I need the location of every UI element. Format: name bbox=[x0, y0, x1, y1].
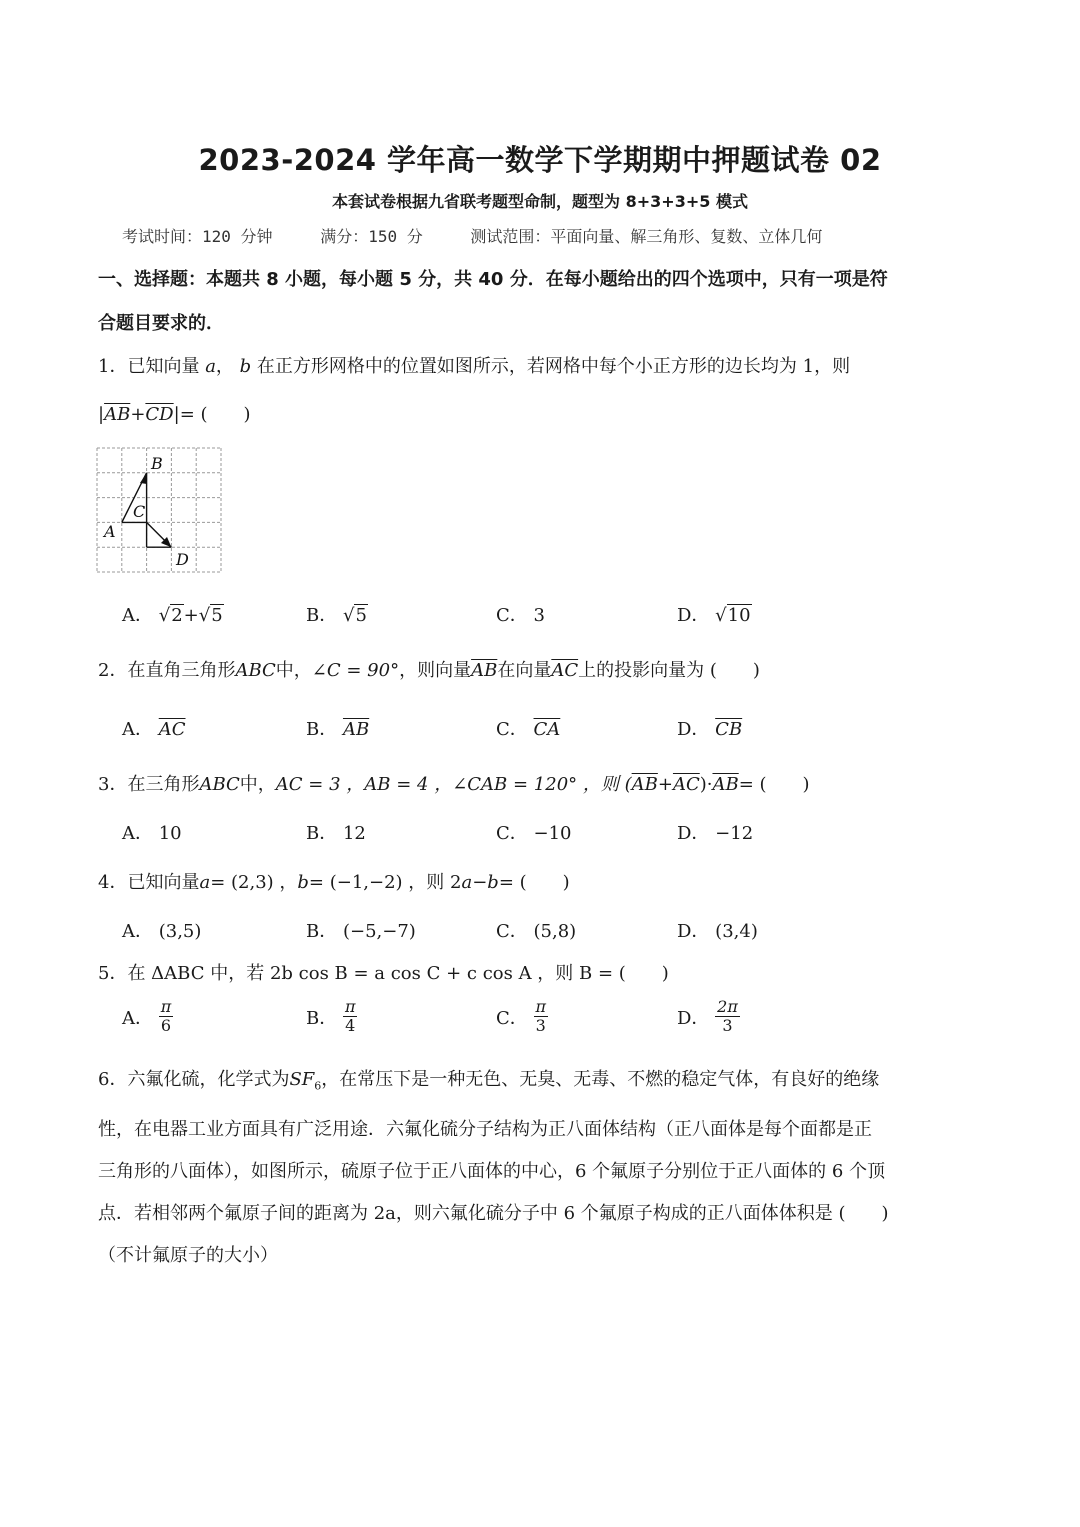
question-text: ，则向量 bbox=[399, 660, 472, 681]
option-label: D． bbox=[677, 1007, 710, 1029]
math-symbol: )· bbox=[699, 774, 713, 795]
vector-a: a bbox=[199, 872, 211, 893]
option-value: (3,5) bbox=[158, 921, 202, 942]
option-label: B． bbox=[306, 1007, 338, 1029]
option-B[interactable] bbox=[306, 917, 416, 943]
option-vector: $\overline{CB}$ bbox=[715, 719, 743, 740]
option-vector: $\overline{AB}$ bbox=[342, 719, 370, 740]
label-A: A bbox=[104, 522, 116, 541]
exam-meta bbox=[122, 224, 860, 247]
option-label: C． bbox=[496, 605, 528, 626]
numerator: π bbox=[160, 997, 172, 1016]
question-text: 中， bbox=[239, 774, 276, 795]
vector-AB: $\overline{AB}$ bbox=[631, 774, 658, 795]
option-label: A． bbox=[122, 823, 153, 844]
radicand: 10 bbox=[727, 605, 751, 626]
option-label: A． bbox=[122, 1007, 153, 1029]
question-number: 2． bbox=[98, 660, 128, 681]
question-4-options bbox=[122, 917, 922, 947]
denominator: 4 bbox=[345, 1016, 356, 1036]
question-2-options bbox=[122, 715, 922, 745]
exam-score: 满分：150 分 bbox=[320, 227, 423, 246]
exam-subtitle: 本套试卷根据九省联考题型命制，题型为 8+3+3+5 模式 bbox=[332, 192, 748, 211]
option-B[interactable]: B． √5 bbox=[306, 605, 367, 626]
option-label: D． bbox=[677, 921, 710, 942]
option-A[interactable] bbox=[122, 819, 182, 845]
option-value: (5,8) bbox=[533, 921, 577, 942]
option-value: −10 bbox=[533, 823, 572, 844]
vector-a: a bbox=[205, 356, 216, 377]
label-D: D bbox=[176, 550, 189, 569]
question-6-line5: （不计氟原子的大小） bbox=[98, 1245, 278, 1266]
option-A[interactable] bbox=[122, 715, 186, 741]
option-label: C． bbox=[496, 719, 528, 740]
condition: AC = 3 ，AB = 4 ，∠CAB = 120° ，则 ( bbox=[275, 774, 632, 795]
question-1-stem bbox=[98, 352, 928, 378]
grid-figure bbox=[96, 447, 222, 573]
section-heading-line2: 合题目要求的． bbox=[98, 313, 224, 334]
numerator: π bbox=[535, 997, 547, 1016]
question-text: 中， bbox=[275, 660, 312, 681]
vector-AB: $\overline{AB}$ bbox=[712, 774, 739, 795]
question-3-stem bbox=[98, 770, 928, 796]
answer-blank: = ( ) bbox=[738, 774, 810, 795]
question-text: ，在常压下是一种无色、无臭、无毒、不燃的稳定气体，有良好的绝缘 bbox=[321, 1069, 880, 1090]
fraction bbox=[159, 998, 174, 1036]
option-value: 10 bbox=[158, 823, 182, 844]
option-D[interactable]: D． √10 bbox=[677, 605, 751, 626]
question-number: 3． bbox=[98, 774, 128, 795]
question-6-line1 bbox=[98, 1065, 928, 1093]
vector-a: a bbox=[461, 872, 473, 893]
label-B: B bbox=[151, 454, 163, 473]
math-symbol: − bbox=[472, 872, 488, 893]
option-A[interactable] bbox=[122, 917, 201, 943]
denominator: 6 bbox=[160, 1016, 172, 1036]
exam-scope: 测试范围：平面向量、解三角形、复数、立体几何 bbox=[470, 227, 823, 246]
denominator: 3 bbox=[535, 1016, 546, 1036]
numerator: 2π bbox=[717, 997, 738, 1016]
vector-AB: $\overline{AB}$ bbox=[104, 404, 131, 425]
answer-blank: = ( ) bbox=[498, 872, 570, 893]
question-number: 6． bbox=[98, 1069, 128, 1090]
option-label: B． bbox=[306, 605, 338, 626]
option-A[interactable]: A． √2+√5 bbox=[122, 605, 223, 626]
radicand: 2 bbox=[171, 605, 183, 626]
question-text: 在 ΔABC 中，若 2b cos B = a cos C + c cos A ，则 B = ( ) bbox=[127, 963, 669, 984]
math-symbol: + bbox=[183, 605, 199, 626]
question-6-line2: 性，在电器工业方面具有广泛用途．六氟化硫分子结构为正八面体结构（正八面体是每个面都是正 bbox=[98, 1119, 872, 1140]
option-label: D． bbox=[677, 719, 710, 740]
option-C[interactable] bbox=[496, 601, 545, 627]
option-label: B． bbox=[306, 719, 338, 740]
option-label: C． bbox=[496, 823, 528, 844]
math-expression: = (2,3) ， bbox=[210, 872, 298, 893]
radicand: 5 bbox=[211, 605, 223, 626]
fraction bbox=[534, 998, 549, 1036]
question-text: 已知向量 bbox=[127, 872, 200, 893]
option-label: C． bbox=[496, 1007, 528, 1029]
option-vector: $\overline{AC}$ bbox=[158, 719, 186, 740]
question-6-line3: 三角形的八面体），如图所示，硫原子位于正八面体的中心，6 个氟原子分别位于正八面体的 6 个顶 bbox=[98, 1161, 886, 1182]
option-C[interactable] bbox=[496, 715, 560, 741]
question-text: 上的投影向量为 ( ) bbox=[578, 660, 760, 681]
option-A[interactable] bbox=[122, 998, 173, 1036]
option-C[interactable] bbox=[496, 917, 576, 943]
fraction bbox=[715, 998, 740, 1036]
option-value: 12 bbox=[342, 823, 366, 844]
math-expression: = (−1,−2) ，则 2 bbox=[308, 872, 462, 893]
radicand: 5 bbox=[355, 605, 367, 626]
formula-subscript: 6 bbox=[314, 1079, 322, 1093]
option-C[interactable] bbox=[496, 819, 572, 845]
option-value: 3 bbox=[533, 605, 545, 626]
option-D[interactable] bbox=[677, 998, 740, 1036]
vector-AC: $\overline{AC}$ bbox=[672, 774, 700, 795]
question-number: 5． bbox=[98, 963, 128, 984]
fraction bbox=[343, 998, 358, 1036]
question-3-options bbox=[122, 819, 922, 849]
vector-CD: $\overline{CD}$ bbox=[145, 404, 174, 425]
angle-condition: ∠C = 90° bbox=[311, 660, 400, 681]
option-D[interactable] bbox=[677, 819, 753, 845]
math-symbol: | bbox=[98, 404, 105, 425]
option-B[interactable] bbox=[306, 998, 357, 1036]
exam-time: 考试时间：120 分钟 bbox=[122, 227, 273, 246]
question-1-expression bbox=[98, 400, 928, 426]
question-5-options bbox=[122, 998, 922, 1044]
option-C[interactable] bbox=[496, 998, 548, 1036]
option-label: D． bbox=[677, 605, 710, 626]
triangle-name: ABC bbox=[199, 774, 240, 795]
question-text: ， bbox=[215, 356, 234, 377]
label-C: C bbox=[133, 502, 146, 521]
answer-blank: |= ( ) bbox=[173, 404, 251, 425]
option-B[interactable] bbox=[306, 819, 366, 845]
option-value: −12 bbox=[715, 823, 754, 844]
question-5-stem bbox=[98, 959, 928, 985]
question-text: 六氟化硫，化学式为 bbox=[127, 1069, 290, 1090]
question-6-line4: 点．若相邻两个氟原子间的距离为 2a，则六氟化硫分子中 6 个氟原子构成的正八面体体积是 ( ) bbox=[98, 1203, 889, 1224]
math-symbol: + bbox=[130, 404, 146, 425]
option-label: A． bbox=[122, 921, 153, 942]
option-label: C． bbox=[496, 921, 528, 942]
option-value: (−5,−7) bbox=[342, 921, 416, 942]
option-label: A． bbox=[122, 719, 153, 740]
denominator: 3 bbox=[722, 1016, 733, 1036]
vector-AC: $\overline{AC}$ bbox=[551, 660, 579, 681]
question-number: 4． bbox=[98, 872, 128, 893]
vector-b: b bbox=[297, 872, 309, 893]
math-symbol: + bbox=[657, 774, 673, 795]
option-label: A． bbox=[122, 605, 153, 626]
option-D[interactable] bbox=[677, 917, 758, 943]
question-text: 在直角三角形 bbox=[127, 660, 236, 681]
question-number: 1． bbox=[98, 356, 128, 377]
exam-title: 2023-2024 学年高一数学下学期期中押题试卷 02 bbox=[198, 143, 882, 177]
numerator: π bbox=[344, 997, 356, 1016]
vector-b: b bbox=[239, 356, 252, 377]
option-label: B． bbox=[306, 921, 338, 942]
section-heading-line1: 一、选择题：本题共 8 小题，每小题 5 分，共 40 分．在每小题给出的四个选项中，只有一项是符 bbox=[98, 269, 888, 290]
option-label: B． bbox=[306, 823, 338, 844]
vector-b: b bbox=[487, 872, 499, 893]
question-4-stem bbox=[98, 868, 928, 894]
question-text: 在向量 bbox=[497, 660, 552, 681]
option-vector: $\overline{CA}$ bbox=[533, 719, 561, 740]
option-D[interactable] bbox=[677, 715, 742, 741]
triangle-name: ABC bbox=[235, 660, 276, 681]
chemical-formula: SF bbox=[289, 1069, 315, 1090]
option-B[interactable] bbox=[306, 715, 369, 741]
vector-AB: $\overline{AB}$ bbox=[471, 660, 498, 681]
option-value: (3,4) bbox=[715, 921, 758, 942]
question-text: 已知向量 bbox=[127, 356, 200, 377]
option-label: D． bbox=[677, 823, 710, 844]
arrowhead-B bbox=[140, 473, 147, 484]
question-1-options bbox=[122, 601, 922, 631]
question-text: 在正方形网格中的位置如图所示，若网格中每个小正方形的边长均为 1，则 bbox=[256, 356, 851, 377]
question-2-stem bbox=[98, 656, 928, 682]
question-text: 在三角形 bbox=[127, 774, 200, 795]
